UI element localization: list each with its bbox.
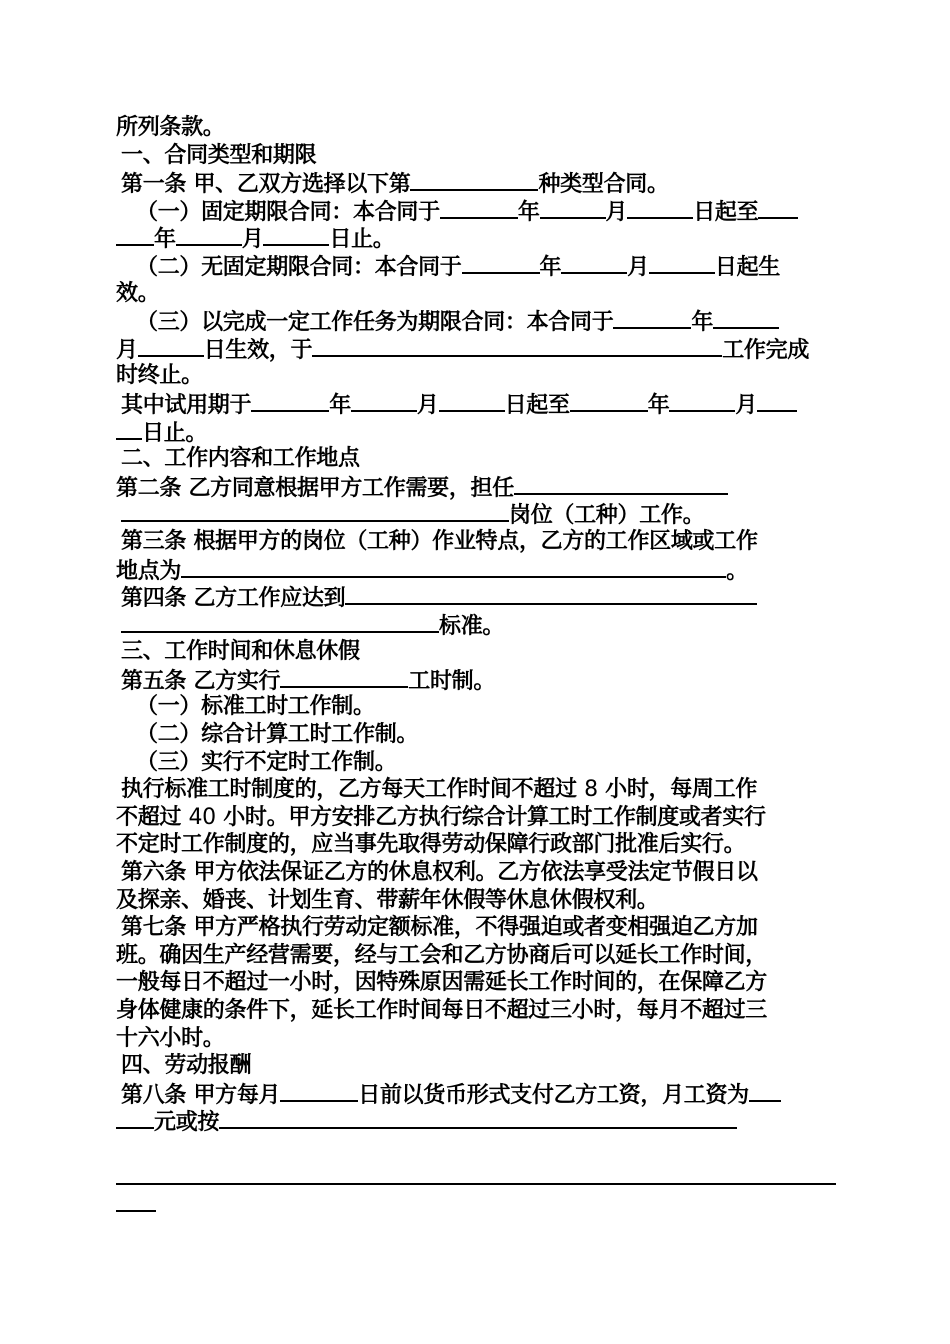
- probation-start-month-blank[interactable]: [351, 390, 417, 412]
- open-start-year-blank[interactable]: [462, 252, 540, 274]
- text-span: 不定时工作制度的，应当事先取得劳动保障行政部门批准后实行。: [116, 832, 746, 858]
- text-span: 月: [116, 337, 138, 363]
- text-span: 第一条 甲、乙双方选择以下第: [121, 172, 411, 198]
- pay-day-blank[interactable]: [280, 1080, 358, 1102]
- text-span: 不超过: [116, 804, 182, 830]
- article-3-line: [116, 528, 838, 556]
- text-line: [116, 362, 838, 390]
- text-span: 。: [726, 558, 748, 584]
- wage-method-blank-c[interactable]: [116, 1190, 156, 1212]
- section-heading-2: [116, 445, 838, 473]
- text-span: 第三条 根据甲方的岗位（工种）作业特点，乙方的工作区域或工作: [121, 528, 758, 554]
- text-span: 年: [647, 392, 670, 418]
- article-8-line-2: [116, 1107, 838, 1135]
- text-span: 第五条 乙方实行: [121, 668, 281, 694]
- task-start-month-blank-a[interactable]: [713, 307, 779, 329]
- text-span: 身体健康的条件下，延长工作时间每日不超过三小时，每月不超过三: [116, 998, 768, 1023]
- position-blank-a[interactable]: [514, 473, 728, 495]
- open-start-day-blank[interactable]: [649, 252, 715, 274]
- fixed-end-month-blank[interactable]: [176, 224, 242, 246]
- text-span: 月: [605, 199, 628, 225]
- text-line: [116, 693, 838, 721]
- text-line: [116, 749, 838, 777]
- open-start-month-blank[interactable]: [561, 252, 627, 274]
- article-5-line: [116, 666, 838, 694]
- text-span: 岗位（工种）工作。: [509, 503, 705, 529]
- task-description-blank[interactable]: [312, 335, 722, 357]
- text-span: 年: [329, 392, 351, 418]
- text-line: [116, 776, 838, 804]
- article-8-line: [116, 1080, 838, 1108]
- fixed-end-year-blank-a[interactable]: [758, 197, 798, 219]
- text-span: 工时制。: [408, 668, 496, 694]
- article-1-line: [116, 169, 838, 197]
- text-span: （一）标准工时工作制。: [136, 694, 375, 720]
- fixed-term-line-2: [116, 224, 838, 252]
- text-span: 班。确因生产经营需要，经与工会和乙方协商后可以延长工作时间，: [116, 942, 768, 968]
- text-span: （二）无固定期限合同：本合同于: [136, 254, 462, 280]
- work-standard-blank-a[interactable]: [345, 583, 757, 605]
- contract-type-blank[interactable]: [410, 169, 538, 191]
- text-span: 第二条 乙方同意根据甲方工作需要，担任: [116, 475, 514, 501]
- probation-end-day-blank-b[interactable]: [116, 418, 142, 440]
- article-2-line-2: [116, 500, 838, 528]
- text-span: （三）实行不定时工作制。: [136, 749, 397, 775]
- text-span: 元或按: [154, 1110, 220, 1136]
- work-location-blank[interactable]: [181, 556, 726, 578]
- text-span: 第八条 甲方每月: [121, 1082, 281, 1108]
- text-span: 日起至: [693, 199, 759, 225]
- text-line: [116, 804, 838, 832]
- probation-start-day-blank[interactable]: [439, 390, 505, 412]
- text-line: [116, 997, 838, 1025]
- probation-end-day-blank-a[interactable]: [757, 390, 797, 412]
- text-span: 工作完成: [722, 337, 810, 363]
- text-span: 日起至: [504, 392, 570, 418]
- task-term-line: [116, 307, 838, 335]
- text-span: 年: [154, 227, 176, 253]
- probation-line: [116, 390, 838, 418]
- text-span: 及探亲、婚丧、计划生育、带薪年休假等休息休假权利。: [116, 887, 659, 913]
- task-start-day-blank[interactable]: [138, 335, 204, 357]
- text-span: 所列条款。: [116, 115, 225, 140]
- wage-method-blank[interactable]: [219, 1107, 737, 1129]
- article-3-line-2: [116, 556, 838, 584]
- text-span: 第六条 甲方依法保证乙方的休息权利。乙方依法享受法定节假日以: [121, 860, 758, 886]
- article-2-line: [116, 473, 838, 501]
- text-span: 月: [627, 254, 649, 280]
- heading-text: 三、工作时间和休息休假: [121, 639, 360, 665]
- section-heading-1: [116, 142, 838, 170]
- text-span: 日前以货币形式支付乙方工资，月工资为: [358, 1082, 749, 1108]
- probation-line-2: [116, 418, 838, 446]
- text-span: 地点为: [116, 558, 182, 584]
- text-span: 小时，每周工作: [605, 777, 758, 803]
- heading-text: 四、劳动报酬: [121, 1053, 252, 1079]
- text-span: 效。: [116, 280, 160, 306]
- text-span: 其中试用期于: [121, 392, 252, 418]
- fixed-start-day-blank[interactable]: [627, 197, 693, 219]
- fixed-start-month-blank[interactable]: [540, 197, 606, 219]
- text-span: 月: [241, 227, 264, 253]
- text-span: 月: [735, 392, 758, 418]
- text-span: 日止。: [329, 227, 395, 253]
- text-span: （一）固定期限合同：本合同于: [136, 199, 440, 225]
- heading-text: 二、工作内容和工作地点: [121, 446, 360, 472]
- text-span: 日起生: [714, 254, 781, 280]
- text-span: 种类型合同。: [538, 172, 669, 198]
- text-span: 标准。: [439, 613, 505, 639]
- text-line: [116, 859, 838, 887]
- text-span: 日止。: [142, 420, 208, 446]
- text-line: [116, 721, 838, 749]
- probation-start-year-blank[interactable]: [251, 390, 329, 412]
- document-page: [116, 114, 838, 1218]
- number-span: 8: [584, 777, 598, 803]
- text-line: [116, 280, 838, 308]
- probation-end-month-blank[interactable]: [669, 390, 735, 412]
- text-line: [116, 1025, 838, 1053]
- text-span: 十六小时。: [116, 1025, 225, 1051]
- text-span: （二）综合计算工时工作制。: [136, 722, 419, 748]
- article-4-line: [116, 583, 838, 611]
- text-span: 年: [691, 310, 714, 336]
- probation-end-year-blank[interactable]: [570, 390, 648, 412]
- work-hours-system-blank[interactable]: [280, 666, 408, 688]
- heading-text: 一、合同类型和期限: [121, 142, 317, 168]
- position-blank-b[interactable]: [121, 500, 509, 522]
- text-span: 第七条 甲方严格执行劳动定额标准，不得强迫或者变相强迫乙方加: [121, 915, 758, 941]
- number-span: 40: [188, 804, 216, 830]
- text-line: [116, 887, 838, 915]
- section-heading-3: [116, 638, 838, 666]
- task-term-line-2: [116, 335, 838, 363]
- text-line: [116, 969, 838, 997]
- text-span: 年: [539, 254, 562, 280]
- article-4-line-2: [116, 611, 838, 639]
- blank-line: [116, 1190, 838, 1218]
- text-span: 日生效，于: [203, 337, 313, 363]
- fixed-end-day-blank[interactable]: [263, 224, 329, 246]
- text-line: [116, 114, 838, 142]
- section-heading-4: [116, 1052, 838, 1080]
- work-standard-blank-b[interactable]: [121, 611, 439, 633]
- text-span: 月: [416, 392, 439, 418]
- text-span: 时终止。: [116, 363, 203, 389]
- open-term-line: [116, 252, 838, 280]
- text-span: 第四条 乙方工作应达到: [121, 586, 346, 612]
- blank-line: [116, 1163, 838, 1191]
- text-span: （三）以完成一定工作任务为期限合同：本合同于: [136, 310, 614, 336]
- monthly-wage-blank-a[interactable]: [749, 1080, 781, 1102]
- fixed-term-line: [116, 197, 838, 225]
- text-line: [116, 914, 838, 942]
- blank-spacer: [116, 1135, 838, 1163]
- monthly-wage-blank-b[interactable]: [116, 1107, 154, 1129]
- text-span: 小时。甲方安排乙方执行综合计算工时工作制度或者实行: [223, 804, 766, 830]
- text-span: 一般每日不超过一小时，因特殊原因需延长工作时间的，在保障乙方: [116, 970, 768, 996]
- text-span: 年: [517, 199, 540, 225]
- text-span: 执行标准工时制度的，乙方每天工作时间不超过: [121, 777, 577, 803]
- text-line: [116, 942, 838, 970]
- text-line: [116, 831, 838, 859]
- fixed-end-year-blank-b[interactable]: [116, 224, 154, 246]
- fixed-start-year-blank[interactable]: [440, 197, 518, 219]
- task-start-year-blank[interactable]: [613, 307, 691, 329]
- wage-method-blank-b[interactable]: [116, 1163, 836, 1185]
